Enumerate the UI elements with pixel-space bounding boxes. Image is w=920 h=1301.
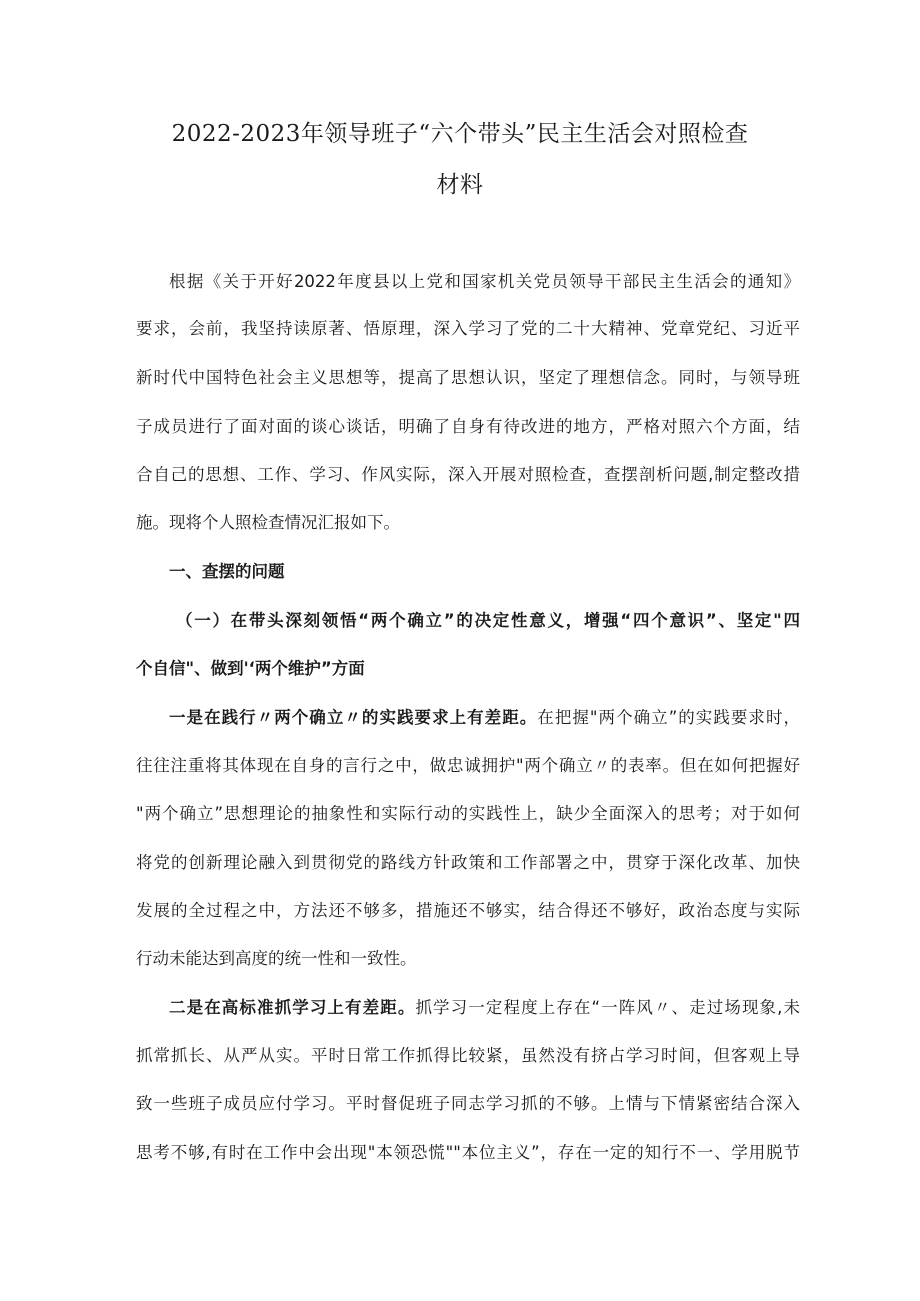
- subsection-heading: 个自信"、做到'‘两个维护”方面: [136, 659, 365, 678]
- paragraph-line: 发展的全过程之中，方法还不够多，措施还不够实，结合得还不够好，政治态度与实际: [136, 901, 800, 920]
- paragraph-line: 思考不够,有时在工作中会出现"本领恐慌""本位主义”，存在一定的知行不一、学用脱节: [136, 1143, 800, 1162]
- intro-line: 要求，会前，我坚持读原著、悟原理，深入学习了党的二十大精神、党章党纪、习近平: [136, 319, 800, 338]
- paragraph-line: 致一些班子成员应付学习。平时督促班子同志学习抓的不够。上情与下情紧密结合深入: [136, 1094, 800, 1113]
- intro-line: 施。现将个人照检查情况汇报如下。: [136, 513, 400, 532]
- paragraph-line: 抓常抓长、从严从实。平时日常工作抓得比较紧，虽然没有挤占学习时间，但客观上导: [136, 1046, 800, 1065]
- intro-line: 子成员进行了面对面的谈心谈话，明确了自身有待改进的地方，严格对照六个方面，结: [136, 417, 800, 436]
- paragraph-line: [169, 996, 800, 1020]
- intro-line: 根据《关于开好2022年度县以上党和国家机关党员领导干部民主生活会的通知》: [169, 272, 800, 291]
- paragraph-line: 往往注重将其体现在自身的言行之中，做忠诚拥护"两个确立〃的表率。但在如何把握好: [136, 756, 800, 775]
- paragraph-line: 将党的创新理论融入到贯彻党的路线方针政策和工作部署之中，贯穿于深化改革、加快: [136, 853, 800, 872]
- document-title-line-2: 材料: [436, 172, 484, 198]
- paragraph-text: 在把握"两个确立”的实践要求时，: [537, 708, 800, 727]
- paragraph-line: "两个确立”思想理论的抽象性和实际行动的实践性上，缺少全面深入的思考；对于如何: [136, 804, 800, 823]
- paragraph-lead: 二是在高标准抓学习上有差距。: [169, 998, 416, 1017]
- paragraph-lead: 一是在践行〃两个确立〃的实践要求上有差距。: [169, 708, 538, 727]
- intro-line: 合自己的思想、工作、学习、作风实际，深入开展对照检查，查摆剖析问题,制定整改措: [136, 465, 800, 484]
- paragraph-line: [169, 706, 800, 730]
- subsection-heading: （一）在带头深刻领悟“两个确立”的决定性意义，增强“四个意识”、坚定"四: [176, 611, 800, 630]
- document-title-line-1: 2022-2023年领导班子“六个带头”民主生活会对照检查: [171, 121, 749, 147]
- intro-line: 新时代中国特色社会主义思想等，提高了思想认识，坚定了理想信念。同时，与领导班: [136, 368, 800, 387]
- paragraph-text: 抓学习一定程度上存在“一阵风〃、走过场现象,未: [415, 998, 800, 1017]
- section-heading: 一、查摆的问题: [169, 562, 285, 581]
- paragraph-line: 行动未能达到高度的统一性和一致性。: [136, 949, 417, 968]
